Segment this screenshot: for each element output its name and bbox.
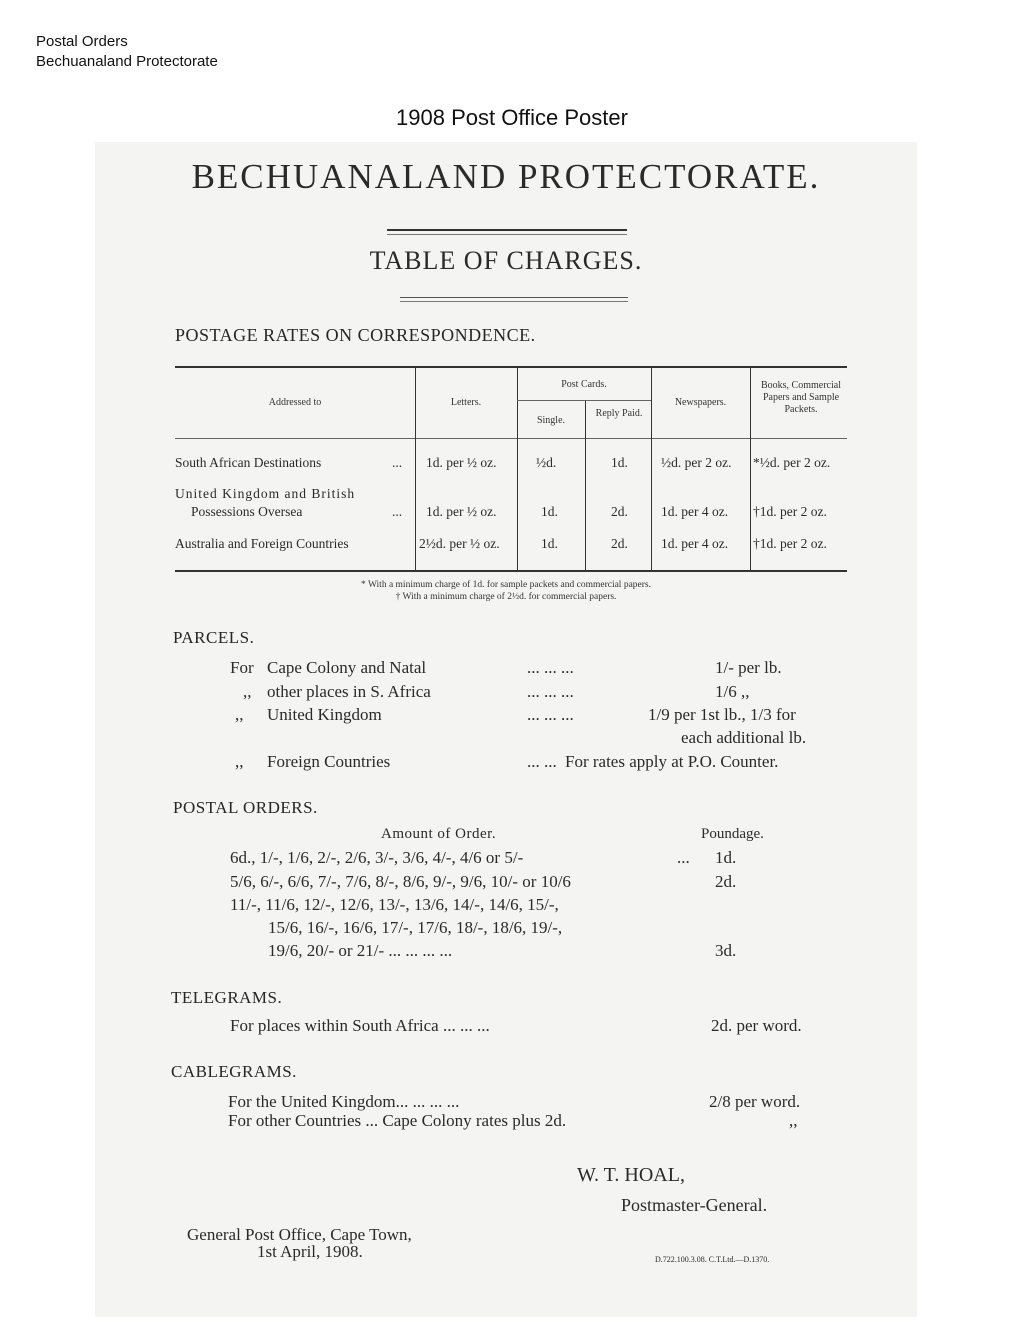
telegram-rate: 2d. per word. [711, 1016, 802, 1035]
col-header-newspapers: Newspapers. [674, 397, 727, 408]
order-amounts: 5/6, 6/-, 6/6, 7/-, 7/6, 8/-, 8/6, 9/-, 9/6, 10/- or 10/6 [230, 872, 571, 891]
order-amounts: 19/6, 20/- or 21/- ... ... ... ... [268, 941, 453, 960]
header-subcategory: Bechuanaland Protectorate [36, 53, 218, 70]
col-divider [585, 400, 586, 570]
subtitle-rule-thin [400, 301, 628, 302]
parcel-prefix: For [230, 658, 254, 677]
footnote-asterisk: * With a minimum charge of 1d. for sample packets and commercial papers. [361, 580, 651, 590]
col-divider [750, 368, 751, 570]
parcel-destination: United Kingdom [267, 705, 382, 724]
poster-title: BECHUANALAND PROTECTORATE. [191, 157, 821, 196]
telegram-text: For places within South Africa ... ... ... [230, 1016, 490, 1035]
row-reply: 2d. [611, 504, 628, 519]
row-single: ½d. [536, 455, 557, 470]
parcel-dots: ... ... [527, 752, 557, 771]
correspondence-heading: POSTAGE RATES ON CORRESPONDENCE. [175, 325, 536, 345]
parcels-heading: PARCELS. [173, 628, 255, 647]
page-title: 1908 Post Office Poster [396, 105, 628, 130]
table-bottom-rule [175, 570, 847, 572]
parcel-rate: 1/9 per 1st lb., 1/3 for [648, 705, 796, 724]
col-header-reply-paid: Reply Paid. [595, 408, 643, 419]
row-books: †1d. per 2 oz. [753, 536, 827, 551]
order-dots: ... [677, 848, 690, 867]
title-rule [387, 229, 627, 231]
header-category: Postal Orders [36, 33, 128, 50]
col-divider [517, 368, 518, 570]
col-header-letters: Letters. [450, 397, 482, 408]
col-header-single: Single. [536, 415, 566, 426]
row-books: *½d. per 2 oz. [753, 455, 831, 470]
parcel-dots: ... ... ... [527, 682, 574, 701]
parcel-rate: For rates apply at P.O. Counter. [565, 752, 779, 771]
row-reply: 1d. [611, 455, 628, 470]
cablegrams-heading: CABLEGRAMS. [171, 1062, 297, 1081]
title-rule-thin [387, 234, 627, 235]
col-header-addressed-to: Addressed to [268, 397, 322, 408]
cablegram-line: For the United Kingdom... ... ... ... [228, 1092, 460, 1111]
poundage-header: Poundage. [701, 826, 764, 842]
parcel-prefix: ,, [235, 705, 244, 724]
col-header-post-cards: Post Cards. [561, 379, 607, 390]
ditto-mark: ,, [789, 1111, 798, 1130]
table-top-rule [175, 366, 847, 368]
footnote-dagger: † With a minimum charge of 2½d. for commercial papers. [395, 592, 617, 602]
row-destination: South African Destinations [175, 455, 322, 470]
row-reply: 2d. [611, 536, 628, 551]
subtitle-rule [400, 297, 628, 298]
postal-orders-heading: POSTAL ORDERS. [173, 798, 318, 817]
parcel-dots: ... ... ... [527, 705, 574, 724]
printer-code: D.722.100.3.08. C.T.Ltd.—D.1370. [655, 1255, 770, 1264]
row-newspapers: ½d. per 2 oz. [661, 455, 732, 470]
table-of-charges-title: TABLE OF CHARGES. [369, 246, 643, 275]
postcard-sub-rule [517, 400, 651, 401]
poundage-value: 3d. [715, 941, 737, 960]
parcel-destination: Cape Colony and Natal [267, 658, 427, 677]
poundage-value: 2d. [715, 872, 737, 891]
poster-scan [95, 142, 917, 1317]
telegrams-heading: TELEGRAMS. [171, 988, 283, 1007]
table-header-rule [175, 438, 847, 439]
parcel-prefix: ,, [235, 752, 244, 771]
row-newspapers: 1d. per 4 oz. [661, 504, 729, 519]
row-letters: 1d. per ½ oz. [426, 455, 497, 470]
order-amounts: 11/-, 11/6, 12/-, 12/6, 13/-, 13/6, 14/-, 14/6, 15/-, [230, 895, 559, 914]
office-address: General Post Office, Cape Town, [187, 1225, 412, 1244]
signatory-title: Postmaster-General. [621, 1195, 768, 1215]
parcel-prefix: ,, [243, 682, 252, 701]
table-footnotes [95, 579, 917, 603]
row-single: 1d. [541, 504, 558, 519]
parcel-rate: 1/- per lb. [715, 658, 782, 677]
row-letters: 1d. per ½ oz. [426, 504, 497, 519]
parcel-rate: 1/6 ,, [715, 682, 750, 701]
parcel-destination: other places in S. Africa [267, 682, 431, 701]
row-single: 1d. [541, 536, 558, 551]
row-destination: United Kingdom and British [175, 486, 356, 501]
cablegram-line: For other Countries ... Cape Colony rates plus 2d. [228, 1111, 567, 1130]
row-destination: Australia and Foreign Countries [175, 536, 349, 551]
parcel-rate-continuation: each additional lb. [681, 728, 807, 747]
col-header-books: Books, Commercial Papers and Sample Packets. [761, 380, 841, 415]
parcel-dots: ... ... ... [527, 658, 574, 677]
row-newspapers: 1d. per 4 oz. [661, 536, 729, 551]
amount-header: Amount of Order. [381, 826, 497, 842]
cablegram-rate: 2/8 per word. [709, 1092, 801, 1111]
parcel-destination: Foreign Countries [267, 752, 391, 771]
signatory-name: W. T. HOAL, [577, 1164, 685, 1186]
order-amounts: 15/6, 16/-, 16/6, 17/-, 17/6, 18/-, 18/6, 19/-, [268, 918, 563, 937]
row-dots: ... [392, 455, 403, 470]
row-dots: ... [392, 504, 403, 519]
row-books: †1d. per 2 oz. [753, 504, 827, 519]
poundage-value: 1d. [715, 848, 737, 867]
order-amounts: 6d., 1/-, 1/6, 2/-, 2/6, 3/-, 3/6, 4/-, 4/6 or 5/- [230, 848, 524, 867]
row-letters: 2½d. per ½ oz. [419, 536, 500, 551]
issue-date: 1st April, 1908. [257, 1242, 363, 1261]
row-destination-cont: Possessions Oversea [191, 504, 303, 519]
